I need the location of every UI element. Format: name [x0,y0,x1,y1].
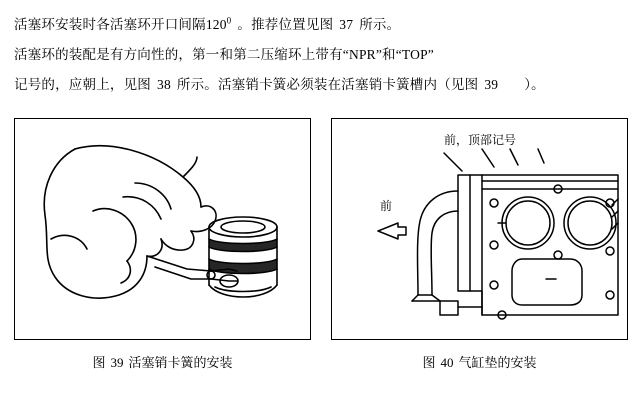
paragraph-3-figure-number-2: 39 [484,77,499,92]
paragraph-3-pre: 记号的，应朝上，见图 [14,77,151,92]
figure-40-frame [331,118,628,340]
paragraph-1-pre: 活塞环安装时各活塞环开口间隔 [14,17,206,32]
paragraph-1-value: 120 [205,17,227,32]
paragraph-2-text: 活塞环的装配是有方向性的，第一和第二压缩环上带有“NPR”和“TOP” [14,47,434,62]
figure-39-caption-text: 活塞销卡簧的安装 [128,355,233,370]
figure-40-caption [331,352,628,371]
paragraph-3-tail: ）。 [524,77,545,92]
paragraph-3 [14,70,628,100]
figure-39 [14,118,311,371]
figure-row [14,118,628,371]
paragraph-3-figure-number: 38 [157,77,171,92]
figure-39-caption-number: 39 [110,355,124,370]
figure-39-illustration [15,119,310,339]
figure-39-frame [14,118,311,340]
direction-arrow [378,223,406,239]
degree-superscript: 0 [226,15,232,26]
body-text [14,10,628,100]
figure-39-caption-prefix: 图 [92,355,106,370]
paragraph-1 [14,10,628,40]
figure-40-illustration [332,119,627,339]
paragraph-3-post: 所示。活塞销卡簧必须装在活塞销卡簧槽内（见图 [176,77,479,92]
label-front-top-mark: 前，顶部记号 [444,133,517,147]
paragraph-1-figure-number: 37 [339,17,354,32]
figure-40 [331,118,628,371]
figure-40-caption-text: 气缸垫的安装 [458,355,537,370]
figure-39-caption [14,352,311,371]
figure-40-caption-prefix: 图 [422,355,436,370]
paragraph-2 [14,40,628,70]
paragraph-1-post: 所示。 [359,17,401,32]
paragraph-1-mid: 。推荐位置见图 [237,17,334,32]
label-front-arrow: 前 [380,199,393,213]
figure-40-caption-number: 40 [440,355,454,370]
